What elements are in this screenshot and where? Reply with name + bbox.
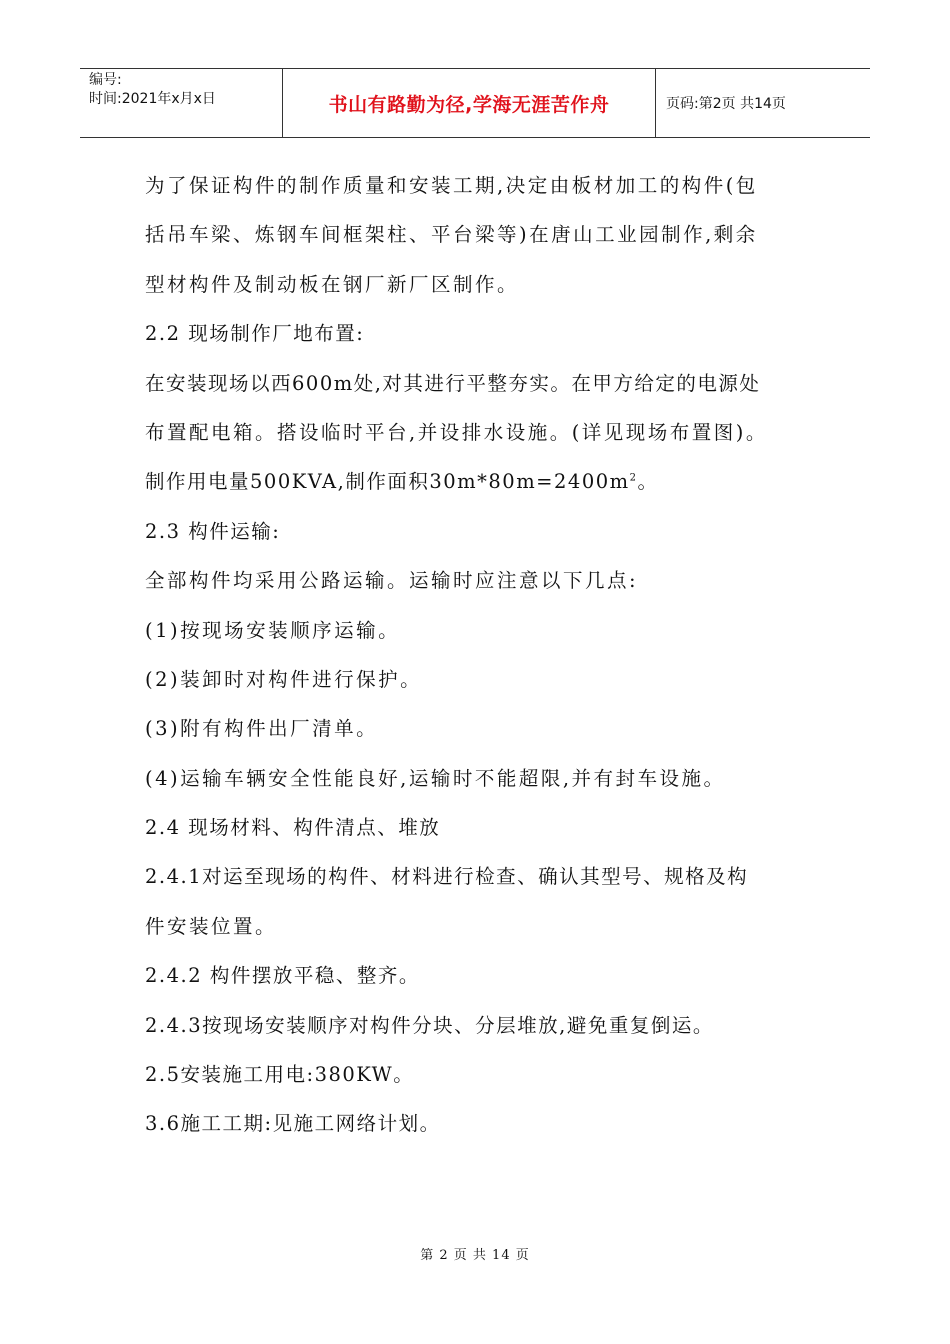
body-line: 2.4.2 构件摆放平稳、整齐。	[145, 964, 420, 988]
body-line: 括吊车梁、炼钢车间框架柱、平台梁等)在唐山工业园制作,剩余	[145, 223, 758, 247]
body-line: 布置配电箱。搭设临时平台,并设排水设施。(详见现场布置图)。	[145, 420, 768, 444]
section-heading-2-3: 2.3 构件运输:	[145, 519, 281, 543]
body-line: 2.4.3按现场安装顺序对构件分块、分层堆放,避免重复倒运。	[145, 1013, 714, 1037]
body-line: 件安装位置。	[145, 914, 278, 938]
header-motto: 书山有路勤为径,学海无涯苦作舟	[282, 69, 656, 137]
line-suffix: 。	[637, 470, 659, 494]
time-label: 时间:2021年x月x日	[89, 91, 216, 107]
list-item: (3)附有构件出厂清单。	[145, 717, 379, 741]
page-footer: 第 2 页 共 14 页	[420, 1248, 530, 1263]
superscript: 2	[629, 472, 638, 484]
power-area-text: 制作用电量500KVA,制作面积30m*80m=2400m	[145, 470, 630, 494]
body-line: 2.5安装施工用电:380KW。	[145, 1063, 415, 1087]
body-line: 全部构件均采用公路运输。运输时应注意以下几点:	[145, 569, 639, 593]
list-item: (2)装卸时对构件进行保护。	[145, 667, 423, 691]
header-meta	[80, 69, 282, 137]
list-item: (4)运输车辆安全性能良好,运输时不能超限,并有封车设施。	[145, 766, 726, 790]
body-line: 3.6施工工期:见施工网络计划。	[145, 1112, 441, 1136]
page-header	[80, 68, 870, 138]
body-line-power-area	[145, 464, 835, 513]
list-item: (1)按现场安装顺序运输。	[145, 618, 401, 642]
body-line: 型材构件及制动板在钢厂新厂区制作。	[145, 272, 520, 296]
body-line: 2.4.1对运至现场的构件、材料进行检查、确认其型号、规格及构	[145, 865, 749, 889]
section-heading-2-2: 2.2 现场制作厂地布置:	[145, 322, 365, 346]
serial-label: 编号:	[89, 72, 122, 88]
header-page-info: 页码:第2页 共14页	[666, 96, 786, 112]
document-body	[145, 168, 835, 1156]
body-line: 在安装现场以西600m处,对其进行平整夯实。在甲方给定的电源处	[145, 371, 761, 395]
body-line: 为了保证构件的制作质量和安装工期,决定由板材加工的构件(包	[145, 174, 758, 197]
section-heading-2-4: 2.4 现场材料、构件清点、堆放	[145, 816, 441, 840]
